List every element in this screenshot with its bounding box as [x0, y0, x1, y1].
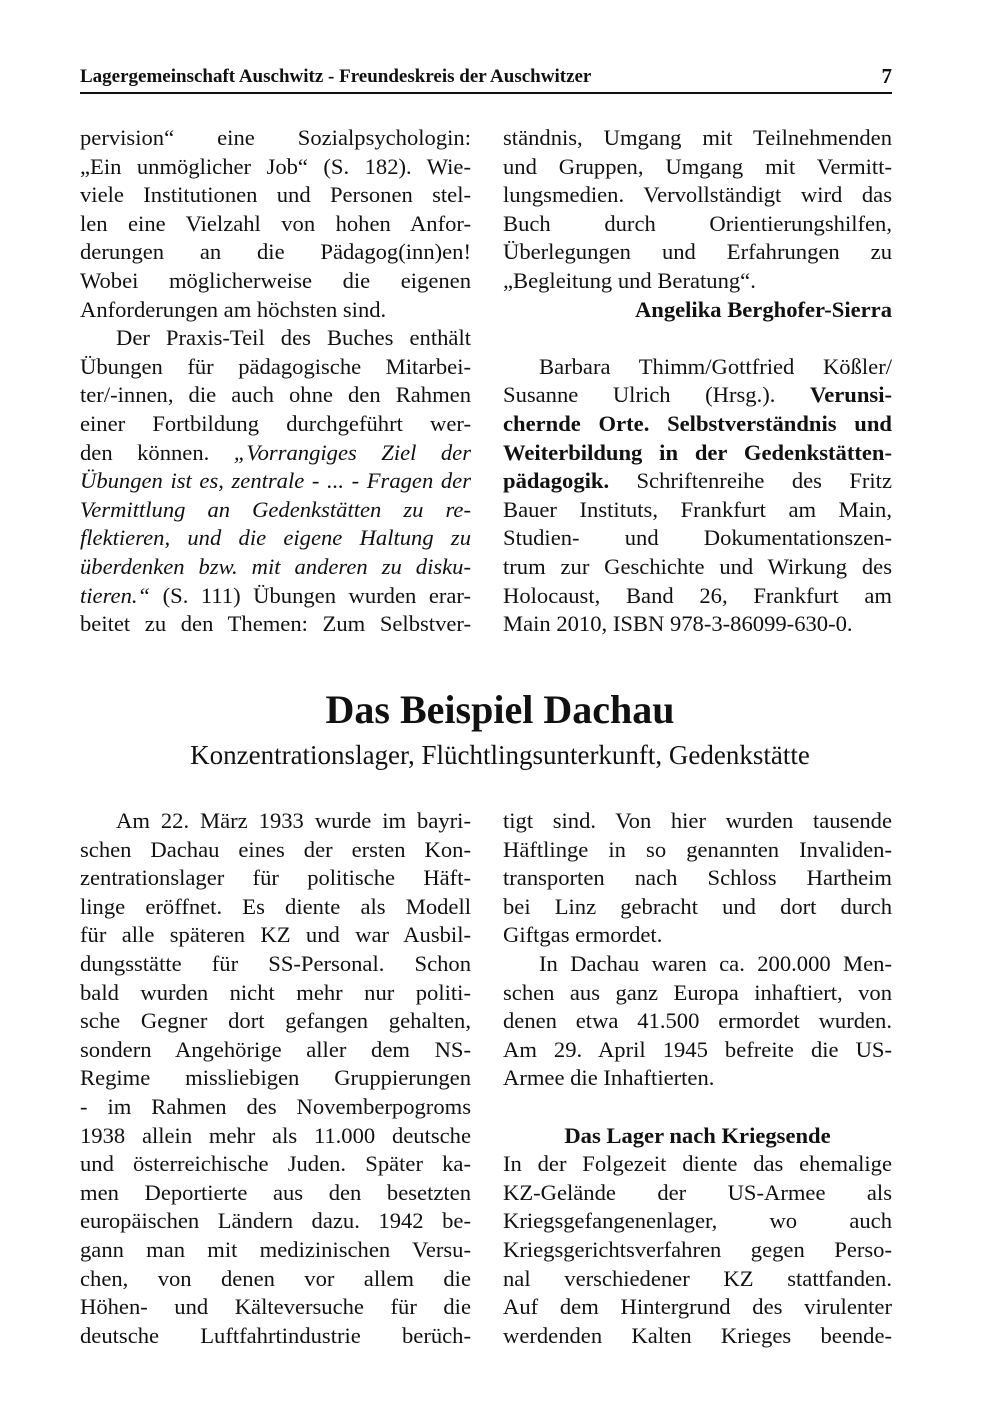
- text-line: [80, 582, 471, 611]
- text-line: nal verschiedener KZ stattfanden.: [503, 1265, 892, 1291]
- text-line: viele Institutionen und Personen stel-: [80, 182, 471, 208]
- text-line: tigt sind. Von hier wurden tausende: [503, 808, 892, 833]
- text-line: Buch durch Orientierungshilfen,: [503, 210, 892, 236]
- text-line: derungen an die Pädagog(inn)en!: [80, 239, 471, 265]
- text-line: Am 22. März 1933 wurde im bayri-: [116, 808, 471, 833]
- bib-line: Barbara Thimm/Gottfried Kößler/: [539, 353, 892, 379]
- text-line: ständnis, Umgang mit Teilnehmenden: [503, 125, 892, 150]
- top-right-column: [503, 124, 892, 639]
- text-line: Übungen für pädagogische Mitarbei-: [80, 353, 471, 379]
- text-line: ter/-innen, die auch ohne den Rahmen: [80, 382, 471, 408]
- text-line: Kriegsgefangenenlager, wo auch: [503, 1208, 892, 1234]
- bib-line: Studien- und Dokumentationszen-: [503, 525, 892, 551]
- bib-line: [503, 381, 892, 410]
- text-line: Überlegungen und Erfahrungen zu: [503, 239, 892, 265]
- text-line: bald wurden nicht mehr nur politi-: [80, 979, 471, 1005]
- text-line: lungsmedien. Vervollständigt wird das: [503, 182, 892, 208]
- bib-line: Holocaust, Band 26, Frankfurt am: [503, 582, 892, 608]
- section-subheading: Das Lager nach Kriegsende: [564, 1122, 831, 1148]
- text-line: KZ-Gelände der US-Armee als: [503, 1179, 892, 1205]
- text-line: Auf dem Hintergrund des virulenter: [503, 1294, 892, 1320]
- text-line: „Ein unmöglicher Job“ (S. 182). Wie-: [80, 153, 471, 179]
- article-title: Das Beispiel Dachau: [325, 687, 675, 732]
- book-title-line: Weiterbildung in der Gedenkstätten-: [503, 439, 892, 465]
- text-line: Kriegsgerichtsverfahren gegen Perso-: [503, 1236, 892, 1262]
- quote-line: flektieren, und die eigene Haltung zu: [80, 525, 471, 551]
- text-line: europäischen Ländern dazu. 1942 be-: [80, 1208, 471, 1234]
- text-line: men Deportierte aus den besetzten: [80, 1179, 471, 1205]
- bottom-right-column: [503, 807, 892, 1350]
- text-line: werdenden Kalten Krieges beende-: [503, 1322, 892, 1348]
- text-line: gann man mit medizinischen Versu-: [80, 1236, 471, 1262]
- text-line: schen Dachau eines der ersten Kon-: [80, 836, 471, 862]
- text-line: Der Praxis-Teil des Buches enthält: [116, 325, 471, 351]
- header-title: Lagergemeinschaft Auschwitz - Freundeskreis der Auschwitzer: [80, 66, 592, 87]
- text-line: In Dachau waren ca. 200.000 Men-: [539, 950, 892, 976]
- text-line: für alle späteren KZ und war Ausbil-: [80, 922, 471, 948]
- text-line: transporten nach Schloss Hartheim: [503, 865, 892, 891]
- bib-line: trum zur Geschichte und Wirkung des: [503, 553, 892, 579]
- bib-line: Main 2010, ISBN 978-3-86099-630-0.: [503, 611, 853, 637]
- text-line: pervision“ eine Sozialpsychologin:: [80, 125, 471, 150]
- text-line: len eine Vielzahl von hohen Anfor-: [80, 210, 471, 236]
- bib-line: [503, 467, 892, 496]
- text-line: 1938 allein mehr als 11.000 deutsche: [80, 1122, 471, 1148]
- text-line: Wobei möglicherweise die eigenen: [80, 267, 471, 293]
- text-line: beitet zu den Themen: Zum Selbstver-: [80, 611, 471, 637]
- top-left-column: [80, 124, 471, 639]
- text-line: Armee die Inhaftierten.: [503, 1065, 715, 1091]
- article-subtitle: Konzentrationslager, Flüchtlingsunterkunft, Gedenkstätte: [190, 740, 810, 770]
- page-number: 7: [881, 64, 892, 88]
- text-line: deutsche Luftfahrtindustrie berüch-: [80, 1322, 471, 1348]
- quote-line: Vermittlung an Gedenkstätten zu re-: [80, 496, 471, 522]
- quote-line: überdenken bzw. mit anderen zu disku-: [80, 553, 471, 579]
- text-fragment: Susanne Ulrich (Hrsg.).: [503, 382, 776, 408]
- book-title-fragment: pädagogik.: [503, 468, 610, 494]
- text-line: und Gruppen, Umgang mit Vermitt-: [503, 153, 892, 179]
- text-fragment: den können.: [80, 439, 210, 465]
- quote-line: Übungen ist es, zentrale - ... - Fragen der: [80, 468, 471, 494]
- text-line: sondern Angehörige aller dem NS-: [80, 1036, 471, 1062]
- text-line: einer Fortbildung durchgeführt wer-: [80, 410, 471, 436]
- text-line: dungsstätte für SS-Personal. Schon: [80, 950, 471, 976]
- text-line: Regime missliebigen Gruppierungen: [80, 1065, 471, 1091]
- text-line: Anforderungen am höchsten sind.: [80, 296, 387, 322]
- text-line: Giftgas ermordet.: [503, 922, 663, 948]
- review-author: Angelika Berghofer-Sierra: [634, 296, 892, 322]
- text-line: Am 29. April 1945 befreite die US-: [503, 1036, 892, 1062]
- text-line: chen, von denen vor allem die: [80, 1265, 471, 1291]
- text-line: zentrationslager für politische Häft-: [80, 865, 471, 891]
- text-line: Höhen- und Kälteversuche für die: [80, 1294, 471, 1320]
- text-line: bei Linz gebracht und dort durch: [503, 893, 892, 919]
- quote-fragment: tieren.“: [80, 582, 151, 608]
- text-line: linge eröffnet. Es diente als Modell: [80, 893, 471, 919]
- bottom-left-column: [80, 807, 471, 1350]
- text-line: In der Folgezeit diente das ehemalige: [503, 1151, 892, 1177]
- text-line: und österreichische Juden. Später ka-: [80, 1151, 471, 1177]
- text-line: „Begleitung und Beratung“.: [503, 267, 756, 293]
- text-line: sche Gegner dort gefangen gehalten,: [80, 1008, 471, 1034]
- text-fragment: Schriftenreihe des Fritz: [636, 468, 892, 494]
- running-header: [80, 62, 892, 94]
- book-title-line: chernde Orte. Selbstverständnis und: [503, 410, 892, 436]
- book-title-fragment: Verunsi-: [809, 382, 892, 408]
- text-line: - im Rahmen des Novemberpogroms: [80, 1093, 471, 1119]
- text-fragment: (S. 111) Übungen wurden erar-: [162, 582, 471, 608]
- bib-line: Bauer Instituts, Frankfurt am Main,: [503, 496, 892, 522]
- text-line: Häftlinge in so genannten Invaliden-: [503, 836, 892, 862]
- text-line: [80, 439, 471, 468]
- text-line: schen aus ganz Europa inhaftiert, von: [503, 979, 892, 1005]
- text-line: denen etwa 41.500 ermordet wurden.: [503, 1008, 892, 1034]
- quote-fragment: „Vorrangiges Ziel der: [233, 439, 471, 465]
